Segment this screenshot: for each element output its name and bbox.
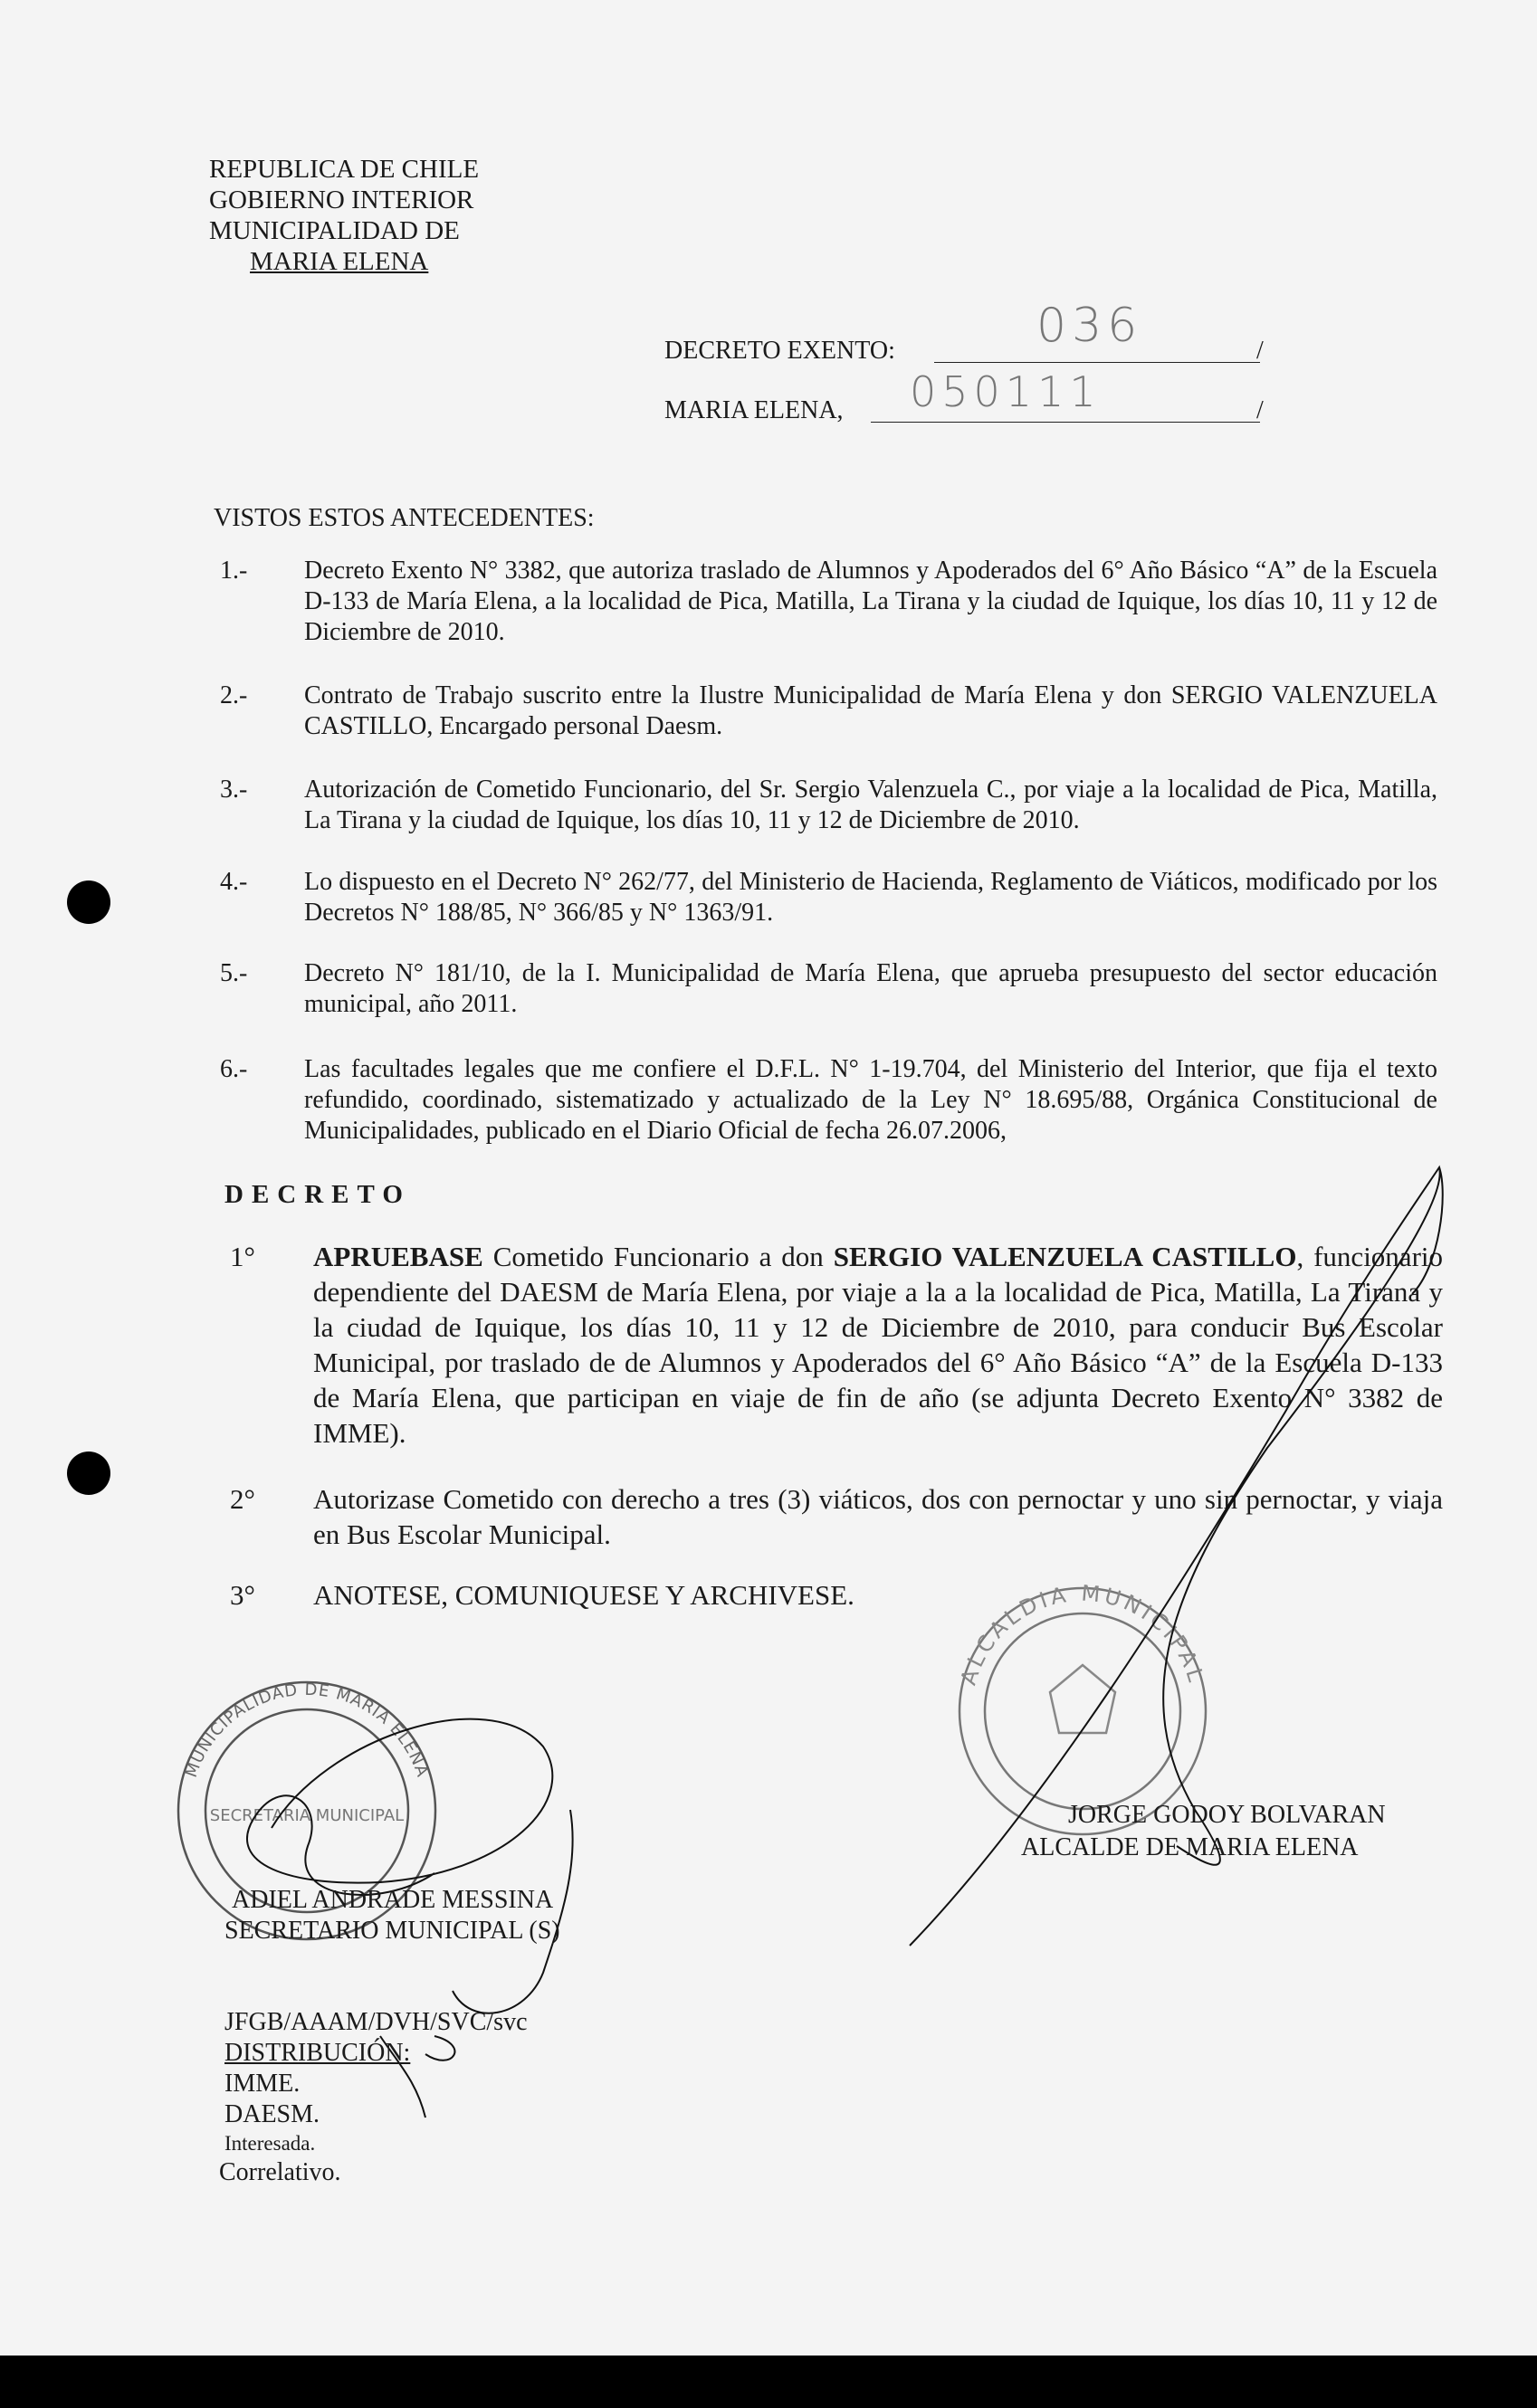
date-value: 050111 bbox=[910, 367, 1102, 416]
item-text: Las facultades legales que me confiere el D.F.L. N° 1-19.704, del Ministerio del Interior, que fija el texto refundido, coordinado, sistematizado y actualizado de la Ley N° 18.695/88, Orgánica Constitucional de Municipalidades, publicado en el Diario Oficial de fecha 26.07.2006, bbox=[304, 1055, 1437, 1145]
letterhead-line: MUNICIPALIDAD DE bbox=[209, 216, 460, 245]
slash: / bbox=[1256, 396, 1264, 424]
item-text: Autorizase Cometido con derecho a tres (3) viáticos, dos con pernoctar y uno sin pernoctar, y viaja en Bus Escolar Municipal. bbox=[313, 1483, 1443, 1550]
distribution-label: DISTRIBUCIÓN: bbox=[224, 2039, 411, 2067]
item-number: 1.- bbox=[220, 557, 248, 585]
item-text: Autorización de Cometido Funcionario, del Sr. Sergio Valenzuela C., por viaje a la localidad de Pica, Matilla, La Tirana y la ciudad de Iquique, los días 10, 11 y 12 de Diciembre de 2010. bbox=[304, 776, 1437, 834]
decreto-heading: DECRETO bbox=[224, 1180, 411, 1209]
recipient: DAESM. bbox=[224, 2100, 320, 2128]
left-stamp-text: MUNICIPALIDAD DE MARIA ELENA bbox=[181, 1680, 433, 1780]
letterhead-line: MARIA ELENA bbox=[250, 247, 429, 276]
item-number: 1° bbox=[230, 1241, 255, 1272]
decree-number-label: DECRETO EXENTO: bbox=[664, 337, 895, 365]
bold-text: APRUEBASE bbox=[313, 1241, 483, 1272]
signature-scribble bbox=[247, 1167, 1443, 2118]
right-signatory-title: ALCALDE DE MARIA ELENA bbox=[1021, 1833, 1359, 1861]
place-label: MARIA ELENA, bbox=[664, 396, 844, 424]
bold-text: SERGIO VALENZUELA CASTILLO bbox=[833, 1241, 1297, 1272]
left-signatory-title: SECRETARIO MUNICIPAL (S) bbox=[224, 1917, 560, 1945]
vistos-title: VISTOS ESTOS ANTECEDENTES: bbox=[214, 504, 595, 532]
item-text: ANOTESE, COMUNIQUESE Y ARCHIVESE. bbox=[313, 1579, 854, 1611]
left-stamp-inner: SECRETARIA MUNICIPAL bbox=[209, 1806, 405, 1825]
letterhead-line: GOBIERNO INTERIOR bbox=[209, 186, 474, 214]
item-number: 6.- bbox=[220, 1055, 248, 1083]
slash: / bbox=[1256, 337, 1264, 365]
recipient: IMME. bbox=[224, 2070, 301, 2098]
item-text: Contrato de Trabajo suscrito entre la Ilustre Municipalidad de María Elena y don SERGIO VALENZUELA CASTILLO, Encargado personal Daesm. bbox=[304, 681, 1437, 740]
item-number: 5.- bbox=[220, 959, 248, 987]
item-number: 4.- bbox=[220, 868, 248, 896]
item-number: 3.- bbox=[220, 776, 248, 804]
recipient: Correlativo. bbox=[219, 2158, 341, 2186]
decree-number-value: 036 bbox=[1036, 299, 1143, 353]
left-signatory-name: ADIEL ANDRADE MESSINA bbox=[232, 1886, 554, 1914]
distribution-block bbox=[219, 2007, 528, 2188]
right-signatory-name: JORGE GODOY BOLVARAN bbox=[1068, 1801, 1386, 1829]
item-number: 3° bbox=[230, 1579, 255, 1611]
right-stamp bbox=[956, 1580, 1209, 1834]
recipient: Interesada. bbox=[224, 2132, 316, 2155]
letterhead-line: REPUBLICA DE CHILE bbox=[209, 155, 480, 184]
initials: JFGB/AAAM/DVH/SVC/svc bbox=[224, 2008, 528, 2036]
text: Cometido Funcionario a don bbox=[482, 1241, 834, 1272]
item-number: 2° bbox=[230, 1483, 255, 1515]
item-text: Lo dispuesto en el Decreto N° 262/77, del Ministerio de Hacienda, Reglamento de Viáticos, modificado por los Decretos N° 188/85, N° 366/85 y N° 1363/91. bbox=[304, 868, 1437, 927]
text: , funcionario dependiente del DAESM de María Elena, por viaje a la a la localidad de Pica, Matilla, La Tirana y la ciudad de Iquique, los días 10, 11 y 12 de Diciembre de 2010, para conducir Bus Escolar Municipal, por traslado de de Alumnos y Apoderados del 6° Año Básico “A” de la Escuela D-133 de María Elena, que participan en viaje de fin de año (se adjunta Decreto Exento N° 3382 de IMME). bbox=[313, 1241, 1443, 1449]
right-stamp-text: ALCALDIA MUNICIPAL bbox=[955, 1580, 1210, 1689]
svg-text:MUNICIPALIDAD DE MARIA ELENA bbox=[182, 1680, 432, 1780]
item-text: Decreto N° 181/10, de la I. Municipalidad de María Elena, que aprueba presupuesto del sector educación municipal, año 2011. bbox=[304, 959, 1437, 1018]
item-number: 2.- bbox=[220, 681, 248, 709]
item-text: Decreto Exento N° 3382, que autoriza traslado de Alumnos y Apoderados del 6° Año Básico “A” de la Escuela D-133 de María Elena, a la localidad de Pica, Matilla, La Tirana y la ciudad de Iquique, los días 10, 11 y 12 de Diciembre de 2010. bbox=[304, 557, 1437, 646]
